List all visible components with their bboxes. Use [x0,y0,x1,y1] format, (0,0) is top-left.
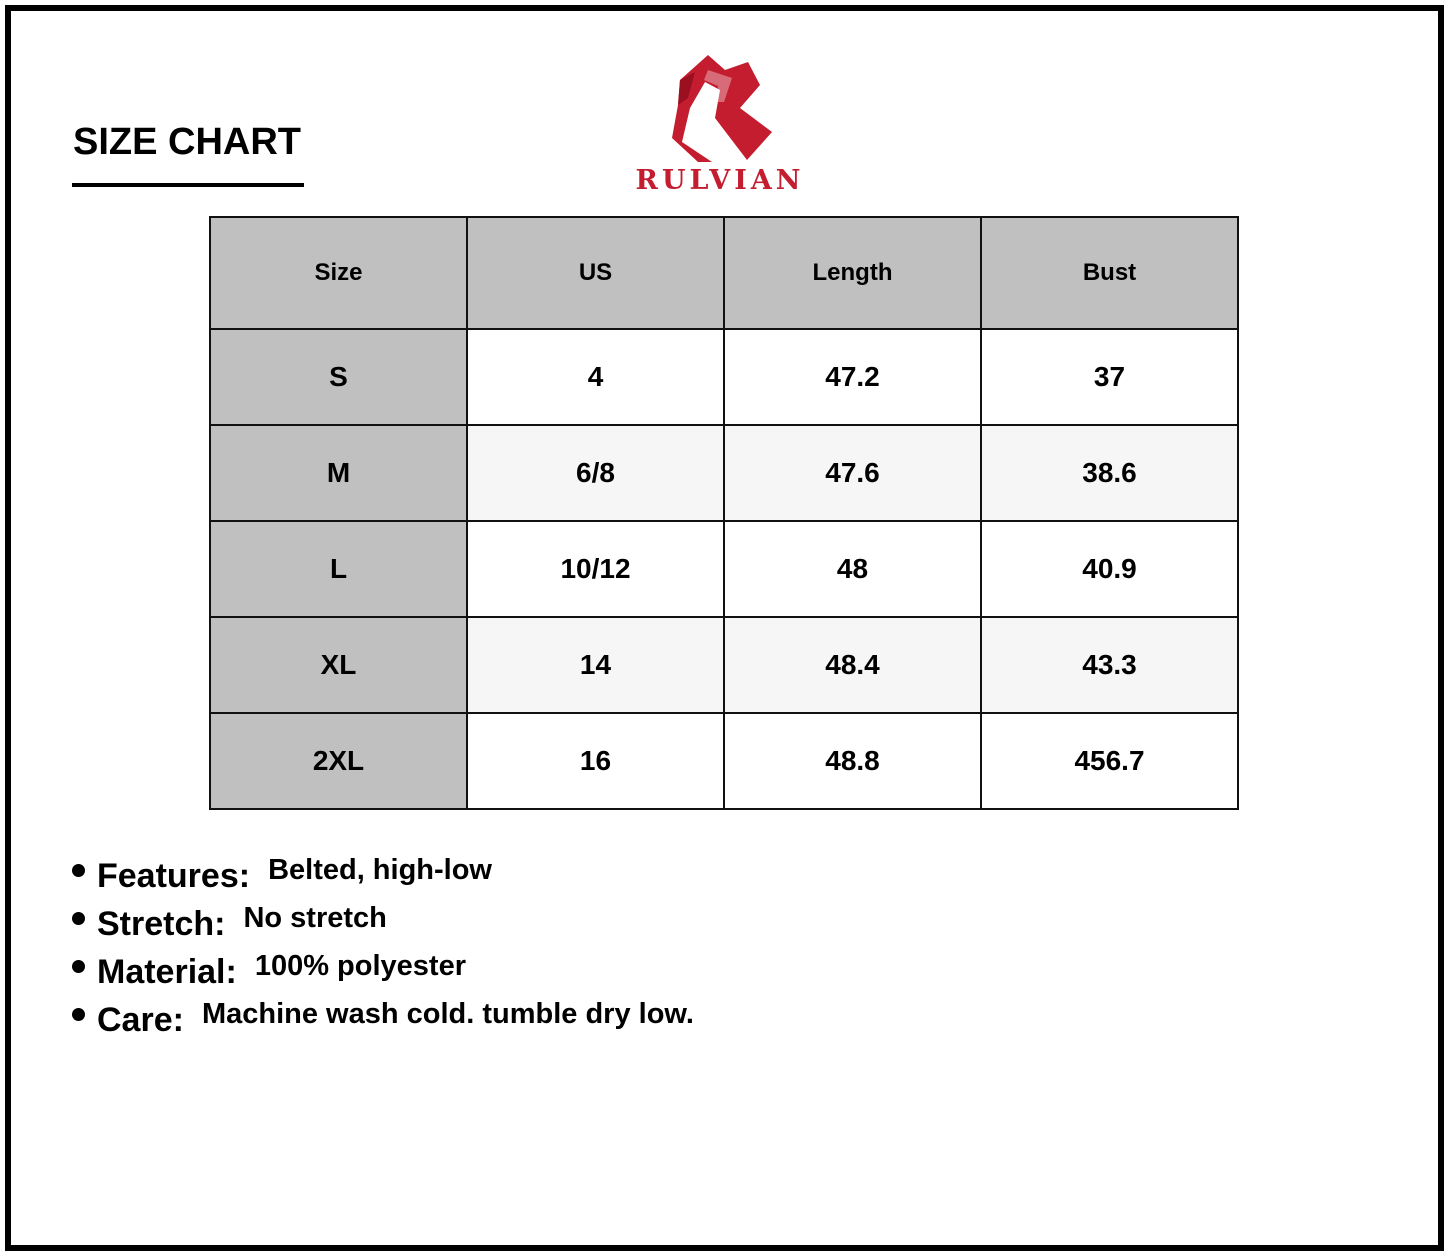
bullet-icon [72,1008,85,1021]
us-cell: 10/12 [467,521,724,617]
bullet-icon [72,912,85,925]
us-cell: 6/8 [467,425,724,521]
list-item [72,944,694,992]
size-cell: M [210,425,467,521]
us-cell: 4 [467,329,724,425]
feature-value: Machine wash cold. tumble dry low. [201,997,694,1030]
length-cell: 48.8 [724,713,981,809]
size-cell: XL [210,617,467,713]
feature-label: Material: [97,952,237,991]
feature-value: Belted, high-low [268,853,492,886]
table-row [210,521,1238,617]
bust-cell: 37 [981,329,1238,425]
size-cell: S [210,329,467,425]
feature-label: Stretch: [97,904,226,943]
bust-cell: 43.3 [981,617,1238,713]
column-header-bust: Bust [981,217,1238,329]
column-header-size: Size [210,217,467,329]
table-row [210,713,1238,809]
feature-value: No stretch [243,901,387,934]
size-table [209,216,1239,810]
length-cell: 47.6 [724,425,981,521]
length-cell: 47.2 [724,329,981,425]
table-row [210,425,1238,521]
us-cell: 16 [467,713,724,809]
bust-cell: 38.6 [981,425,1238,521]
table-row [210,329,1238,425]
length-cell: 48 [724,521,981,617]
list-item [72,896,694,944]
feature-list [72,848,694,1040]
list-item [72,992,694,1040]
bullet-icon [72,864,85,877]
page-title: SIZE CHART [73,121,301,163]
column-header-length: Length [724,217,981,329]
brand-name: RULVIAN [635,165,805,196]
rulvian-r-logo-icon [620,50,820,165]
length-cell: 48.4 [724,617,981,713]
feature-label: Features: [97,856,251,895]
column-header-us: US [467,217,724,329]
size-cell: 2XL [210,713,467,809]
feature-label: Care: [97,1000,184,1039]
bust-cell: 456.7 [981,713,1238,809]
title-underline [72,183,304,187]
bullet-icon [72,960,85,973]
table-header-row [210,217,1238,329]
feature-value: 100% polyester [254,949,466,982]
us-cell: 14 [467,617,724,713]
table-row [210,617,1238,713]
size-cell: L [210,521,467,617]
bust-cell: 40.9 [981,521,1238,617]
list-item [72,848,694,896]
brand-logo [620,50,820,200]
